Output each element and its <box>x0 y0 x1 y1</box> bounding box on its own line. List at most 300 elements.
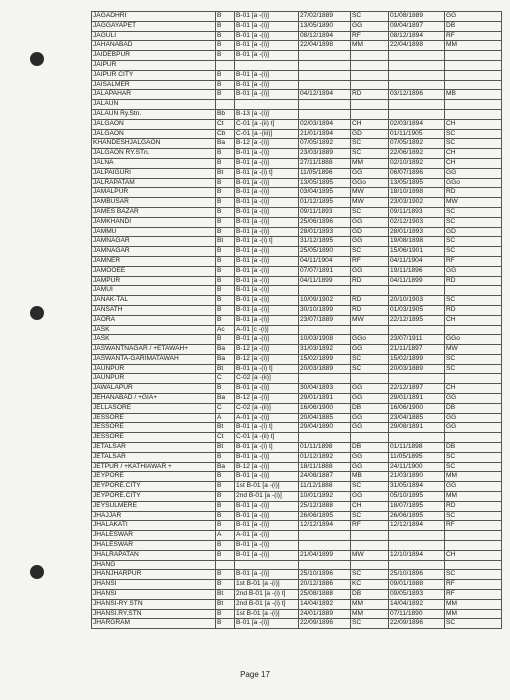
early-date-cell <box>299 80 351 90</box>
late-date-cell: 02/12/1903 <box>389 217 445 227</box>
late-date-cell: 29/08/1891 <box>389 423 445 433</box>
late-initials-cell: SC <box>445 237 502 247</box>
class-cell: B <box>216 501 235 511</box>
table-row <box>92 482 502 492</box>
early-initials-cell: SC <box>351 364 389 374</box>
type-code-cell: B-13 [a -(i)] <box>235 109 299 119</box>
class-cell: B <box>216 90 235 100</box>
office-name-cell: JALGAON <box>92 119 216 129</box>
table-row <box>92 423 502 433</box>
late-date-cell: 12/12/1894 <box>389 521 445 531</box>
class-cell: A <box>216 413 235 423</box>
class-cell: B <box>216 227 235 237</box>
early-date-cell: 24/01/1889 <box>299 609 351 619</box>
late-date-cell: 23/03/1902 <box>389 198 445 208</box>
early-initials-cell <box>351 560 389 570</box>
late-date-cell: 02/03/1894 <box>389 119 445 129</box>
type-code-cell: 1st B-01 [a -(i)] <box>235 482 299 492</box>
early-initials-cell <box>351 51 389 61</box>
class-cell: B <box>216 217 235 227</box>
class-cell <box>216 60 235 70</box>
table-row <box>92 433 502 443</box>
class-cell: C <box>216 374 235 384</box>
type-code-cell: B-01 [a -(i)] <box>235 12 299 22</box>
late-initials-cell: GD <box>445 227 502 237</box>
office-name-cell: JAHANABAD <box>92 41 216 51</box>
class-cell: Cb <box>216 129 235 139</box>
early-initials-cell <box>351 433 389 443</box>
punch-hole <box>30 52 44 66</box>
class-cell: B <box>216 472 235 482</box>
late-date-cell <box>389 374 445 384</box>
type-code-cell: B-01 [a -(i)] <box>235 384 299 394</box>
early-date-cell: 01/11/1898 <box>299 443 351 453</box>
early-date-cell: 23/03/1889 <box>299 149 351 159</box>
late-date-cell: 21/11/1897 <box>389 345 445 355</box>
class-cell: B <box>216 41 235 51</box>
early-initials-cell: GG <box>351 345 389 355</box>
early-initials-cell: MW <box>351 188 389 198</box>
table-row <box>92 21 502 31</box>
table-row <box>92 12 502 22</box>
early-date-cell: 23/07/1889 <box>299 315 351 325</box>
type-code-cell: C-02 [a -(ii)] <box>235 403 299 413</box>
office-name-cell: JHANG <box>92 560 216 570</box>
type-code-cell: B-12 [a -(i)] <box>235 139 299 149</box>
table-row <box>92 325 502 335</box>
table-row <box>92 217 502 227</box>
class-cell: Bt <box>216 590 235 600</box>
office-name-cell: JAUNPUR <box>92 374 216 384</box>
early-initials-cell: MW <box>351 315 389 325</box>
table-row <box>92 501 502 511</box>
early-date-cell: 30/04/1893 <box>299 384 351 394</box>
early-date-cell: 20/03/1889 <box>299 364 351 374</box>
type-code-cell: 1st B-01 [a -(i)] <box>235 609 299 619</box>
late-date-cell <box>389 541 445 551</box>
early-date-cell: 12/12/1894 <box>299 521 351 531</box>
type-code-cell: B-01 [a -(i)] <box>235 90 299 100</box>
office-name-cell: JALNA <box>92 158 216 168</box>
early-initials-cell: GG <box>351 266 389 276</box>
early-date-cell: 04/12/1894 <box>299 90 351 100</box>
early-initials-cell: GD <box>351 227 389 237</box>
office-name-cell: JAMPUR <box>92 276 216 286</box>
early-initials-cell: SC <box>351 354 389 364</box>
early-date-cell: 11/05/1896 <box>299 168 351 178</box>
type-code-cell: B-01 [a -(i)] <box>235 247 299 257</box>
late-initials-cell <box>445 325 502 335</box>
early-initials-cell: SC <box>351 619 389 629</box>
table-row <box>92 266 502 276</box>
late-date-cell: 22/04/1898 <box>389 41 445 51</box>
class-cell: B <box>216 149 235 159</box>
class-cell: B <box>216 452 235 462</box>
type-code-cell: B-01 [a -(i)] <box>235 452 299 462</box>
late-initials-cell: MW <box>445 345 502 355</box>
table-row <box>92 188 502 198</box>
table-row <box>92 305 502 315</box>
type-code-cell: B-01 [a -(i)] <box>235 217 299 227</box>
early-date-cell: 18/11/1888 <box>299 462 351 472</box>
early-initials-cell: MM <box>351 158 389 168</box>
late-initials-cell: SC <box>445 217 502 227</box>
office-name-cell: JETALSAR <box>92 452 216 462</box>
early-initials-cell: GG <box>351 168 389 178</box>
class-cell: Bt <box>216 423 235 433</box>
class-cell: B <box>216 207 235 217</box>
early-initials-cell: RF <box>351 31 389 41</box>
late-date-cell: 22/06/1892 <box>389 149 445 159</box>
late-date-cell: 11/05/1895 <box>389 452 445 462</box>
table-row <box>92 178 502 188</box>
late-initials-cell: CH <box>445 315 502 325</box>
early-initials-cell <box>351 541 389 551</box>
table-row <box>92 590 502 600</box>
late-date-cell: 22/12/1895 <box>389 315 445 325</box>
table-row <box>92 531 502 541</box>
type-code-cell: B-01 [a -(i)] <box>235 198 299 208</box>
late-initials-cell: DB <box>445 21 502 31</box>
office-name-cell: JEYPORE.CITY <box>92 492 216 502</box>
class-cell: B <box>216 492 235 502</box>
early-initials-cell: RD <box>351 90 389 100</box>
class-cell: Ct <box>216 433 235 443</box>
late-date-cell <box>389 100 445 110</box>
early-initials-cell: GG <box>351 394 389 404</box>
late-date-cell <box>389 286 445 296</box>
early-date-cell: 30/10/1899 <box>299 305 351 315</box>
office-name-cell: JANSATH <box>92 305 216 315</box>
office-name-cell: JHAJJAR <box>92 511 216 521</box>
type-code-cell: B-01 [a -(i)] <box>235 149 299 159</box>
late-date-cell: 25/10/1896 <box>389 570 445 580</box>
late-date-cell: 07/05/1892 <box>389 139 445 149</box>
late-date-cell: 09/04/1897 <box>389 21 445 31</box>
early-date-cell: 28/01/1893 <box>299 227 351 237</box>
office-name-cell: JHANSI <box>92 580 216 590</box>
late-date-cell: 09/01/1888 <box>389 580 445 590</box>
early-date-cell: 22/09/1896 <box>299 619 351 629</box>
table-row <box>92 443 502 453</box>
table-row <box>92 511 502 521</box>
late-date-cell <box>389 80 445 90</box>
table-row <box>92 521 502 531</box>
late-initials-cell: MM <box>445 41 502 51</box>
office-name-cell: JAIPUR <box>92 60 216 70</box>
office-name-cell: JAORA <box>92 315 216 325</box>
early-initials-cell: MM <box>351 609 389 619</box>
late-initials-cell: DB <box>445 403 502 413</box>
class-cell: Ba <box>216 139 235 149</box>
late-initials-cell: GG <box>445 266 502 276</box>
late-initials-cell: MM <box>445 472 502 482</box>
table-row <box>92 129 502 139</box>
late-initials-cell: RF <box>445 31 502 41</box>
table-row <box>92 413 502 423</box>
type-code-cell: B-12 [a -(i)] <box>235 462 299 472</box>
late-date-cell <box>389 531 445 541</box>
late-initials-cell <box>445 374 502 384</box>
table-row <box>92 580 502 590</box>
early-initials-cell: SC <box>351 570 389 580</box>
type-code-cell: B-01 [a -(i)] <box>235 70 299 80</box>
type-code-cell: B-01 [a -(i)] <box>235 227 299 237</box>
office-name-cell: JEYPORE.CITY <box>92 482 216 492</box>
type-code-cell: 2nd B-01 [a -(i) t] <box>235 590 299 600</box>
class-cell: B <box>216 70 235 80</box>
type-code-cell: B-01 [a -(i)] <box>235 266 299 276</box>
late-initials-cell: CH <box>445 384 502 394</box>
early-initials-cell: GG <box>351 384 389 394</box>
type-code-cell: A-01 [a -(i)] <box>235 413 299 423</box>
type-code-cell: B-01 [a -(i)] <box>235 188 299 198</box>
office-name-cell: JASWANTA-GARIMATAWAH <box>92 354 216 364</box>
late-date-cell: 01/11/1905 <box>389 129 445 139</box>
office-name-cell: JASK <box>92 325 216 335</box>
late-initials-cell: SC <box>445 462 502 472</box>
office-name-cell: JESSORE <box>92 433 216 443</box>
class-cell: Ba <box>216 345 235 355</box>
office-name-cell: JAGULI <box>92 31 216 41</box>
office-name-cell: JALGAON RY.STn. <box>92 149 216 159</box>
office-name-cell: JHALESWAR <box>92 531 216 541</box>
late-initials-cell: CH <box>445 550 502 560</box>
early-date-cell: 07/05/1892 <box>299 139 351 149</box>
late-date-cell: 02/10/1892 <box>389 158 445 168</box>
table-row <box>92 384 502 394</box>
early-initials-cell: RF <box>351 521 389 531</box>
class-cell: B <box>216 541 235 551</box>
type-code-cell: B-01 [a -(i)] <box>235 550 299 560</box>
late-date-cell: 07/11/1890 <box>389 609 445 619</box>
class-cell: B <box>216 31 235 41</box>
office-name-cell: JAISALMER <box>92 80 216 90</box>
late-initials-cell: CH <box>445 158 502 168</box>
late-date-cell <box>389 109 445 119</box>
early-date-cell: 01/12/1892 <box>299 452 351 462</box>
late-date-cell: 09/11/1893 <box>389 207 445 217</box>
early-date-cell: 10/01/1892 <box>299 492 351 502</box>
early-initials-cell: CH <box>351 119 389 129</box>
early-initials-cell: GG <box>351 217 389 227</box>
type-code-cell: B-01 [a -(i) t] <box>235 423 299 433</box>
punch-hole <box>30 306 44 320</box>
class-cell: B <box>216 198 235 208</box>
early-initials-cell: CH <box>351 501 389 511</box>
office-name-cell: JALGAON <box>92 129 216 139</box>
type-code-cell <box>235 100 299 110</box>
early-initials-cell: GG <box>351 492 389 502</box>
late-date-cell: 20/03/1889 <box>389 364 445 374</box>
late-initials-cell: SC <box>445 139 502 149</box>
late-initials-cell: DB <box>445 443 502 453</box>
type-code-cell: B-01 [a -(i) t] <box>235 168 299 178</box>
class-cell: B <box>216 550 235 560</box>
early-date-cell <box>299 70 351 80</box>
class-cell: Ba <box>216 462 235 472</box>
type-code-cell: B-01 [a -(i)] <box>235 315 299 325</box>
late-date-cell: 18/10/1898 <box>389 188 445 198</box>
late-initials-cell: MM <box>445 599 502 609</box>
late-date-cell: 26/06/1895 <box>389 511 445 521</box>
table-row <box>92 60 502 70</box>
early-date-cell <box>299 60 351 70</box>
type-code-cell: B-01 [a -(i)] <box>235 541 299 551</box>
type-code-cell: C-01 [a -(ii) t] <box>235 433 299 443</box>
office-name-cell: JAMALPUR <box>92 188 216 198</box>
type-code-cell: C-01 [a -(iii)] <box>235 129 299 139</box>
late-initials-cell: GG <box>445 423 502 433</box>
late-initials-cell: RF <box>445 256 502 266</box>
type-code-cell: B-01 [a -(i)] <box>235 41 299 51</box>
late-initials-cell <box>445 286 502 296</box>
class-cell: B <box>216 384 235 394</box>
early-initials-cell <box>351 325 389 335</box>
late-date-cell: 08/12/1894 <box>389 31 445 41</box>
office-name-cell: JAIPUR CITY <box>92 70 216 80</box>
office-name-cell: JEHANABAD / +GIA+ <box>92 394 216 404</box>
type-code-cell: 1st B-01 [a -(i)] <box>235 580 299 590</box>
late-initials-cell: RF <box>445 590 502 600</box>
table-row <box>92 41 502 51</box>
class-cell: Bt <box>216 599 235 609</box>
late-initials-cell: CH <box>445 119 502 129</box>
office-name-cell: JEYSULMERE <box>92 501 216 511</box>
class-cell: B <box>216 580 235 590</box>
early-initials-cell: GG <box>351 413 389 423</box>
office-name-cell: JHALAKATI <box>92 521 216 531</box>
late-initials-cell: SC <box>445 207 502 217</box>
office-name-cell: JAUNPUR <box>92 364 216 374</box>
late-initials-cell <box>445 80 502 90</box>
late-date-cell: 23/04/1885 <box>389 413 445 423</box>
early-initials-cell: SC <box>351 149 389 159</box>
class-cell: B <box>216 247 235 257</box>
table-row <box>92 462 502 472</box>
early-date-cell: 04/11/1899 <box>299 276 351 286</box>
early-initials-cell: DB <box>351 403 389 413</box>
table-row <box>92 149 502 159</box>
early-initials-cell: GD <box>351 129 389 139</box>
late-initials-cell: RD <box>445 501 502 511</box>
office-name-cell: JHANSI.RY.STN <box>92 609 216 619</box>
early-date-cell <box>299 286 351 296</box>
class-cell: Bt <box>216 237 235 247</box>
type-code-cell: B-01 [a -(i)] <box>235 256 299 266</box>
type-code-cell <box>235 560 299 570</box>
type-code-cell: B-01 [a -(i)] <box>235 21 299 31</box>
class-cell: A <box>216 531 235 541</box>
early-initials-cell: DB <box>351 443 389 453</box>
office-name-cell: JAWALAPUR <box>92 384 216 394</box>
early-initials-cell: RD <box>351 276 389 286</box>
class-cell: Bt <box>216 364 235 374</box>
class-cell: B <box>216 296 235 306</box>
type-code-cell: 2nd B-01 [a -(i) t] <box>235 599 299 609</box>
late-date-cell <box>389 51 445 61</box>
late-initials-cell: MB <box>445 90 502 100</box>
office-name-cell: JALPAIGURI <box>92 168 216 178</box>
early-date-cell <box>299 100 351 110</box>
early-initials-cell: GG <box>351 237 389 247</box>
early-date-cell: 25/06/1896 <box>299 217 351 227</box>
table-row <box>92 550 502 560</box>
class-cell <box>216 100 235 110</box>
type-code-cell: B-01 [a -(i)] <box>235 296 299 306</box>
early-date-cell: 10/03/1908 <box>299 335 351 345</box>
table-row <box>92 570 502 580</box>
office-name-cell: JHARGRAM <box>92 619 216 629</box>
late-initials-cell: SC <box>445 129 502 139</box>
table-row <box>92 256 502 266</box>
table-row <box>92 364 502 374</box>
late-initials-cell <box>445 100 502 110</box>
class-cell: B <box>216 335 235 345</box>
late-date-cell: 19/08/1898 <box>389 237 445 247</box>
class-cell: C <box>216 403 235 413</box>
late-date-cell: 23/07/1911 <box>389 335 445 345</box>
early-date-cell: 25/10/1896 <box>299 570 351 580</box>
early-initials-cell: GG <box>351 462 389 472</box>
early-initials-cell <box>351 109 389 119</box>
early-date-cell: 22/04/1898 <box>299 41 351 51</box>
early-date-cell: 03/04/1895 <box>299 188 351 198</box>
office-name-cell: JHANSI-RY STN <box>92 599 216 609</box>
office-name-cell: JANAK-TAL <box>92 296 216 306</box>
type-code-cell: B-01 [a -(i)] <box>235 619 299 629</box>
table-row <box>92 227 502 237</box>
class-cell: B <box>216 276 235 286</box>
office-name-cell: JAMNER <box>92 256 216 266</box>
office-name-cell: JALAUN Ry.Stn. <box>92 109 216 119</box>
late-date-cell <box>389 433 445 443</box>
early-initials-cell: RD <box>351 296 389 306</box>
late-initials-cell: RF <box>445 580 502 590</box>
table-row <box>92 119 502 129</box>
late-date-cell: 03/12/1896 <box>389 90 445 100</box>
office-name-cell: JELLASORE <box>92 403 216 413</box>
table-row <box>92 354 502 364</box>
type-code-cell: B-01 [a -(i)] <box>235 80 299 90</box>
early-date-cell: 13/05/1890 <box>299 21 351 31</box>
early-initials-cell: KC <box>351 580 389 590</box>
early-initials-cell <box>351 60 389 70</box>
office-name-cell: JEYPORE <box>92 472 216 482</box>
late-date-cell: 22/12/1897 <box>389 384 445 394</box>
class-cell: B <box>216 286 235 296</box>
late-initials-cell: RD <box>445 188 502 198</box>
early-date-cell: 29/01/1891 <box>299 394 351 404</box>
early-date-cell: 11/12/1888 <box>299 482 351 492</box>
type-code-cell: B-01 [a -(i)] <box>235 335 299 345</box>
table-row <box>92 207 502 217</box>
late-initials-cell <box>445 541 502 551</box>
table-row <box>92 541 502 551</box>
table-row <box>92 403 502 413</box>
early-date-cell <box>299 560 351 570</box>
early-date-cell: 02/03/1894 <box>299 119 351 129</box>
class-cell: B <box>216 315 235 325</box>
late-date-cell: 09/05/1893 <box>389 590 445 600</box>
late-initials-cell <box>445 433 502 443</box>
early-initials-cell: MW <box>351 550 389 560</box>
early-initials-cell: SC <box>351 511 389 521</box>
early-initials-cell: RF <box>351 256 389 266</box>
early-date-cell: 24/08/1887 <box>299 472 351 482</box>
type-code-cell: B-01 [a -(i)] <box>235 158 299 168</box>
class-cell: Ba <box>216 394 235 404</box>
